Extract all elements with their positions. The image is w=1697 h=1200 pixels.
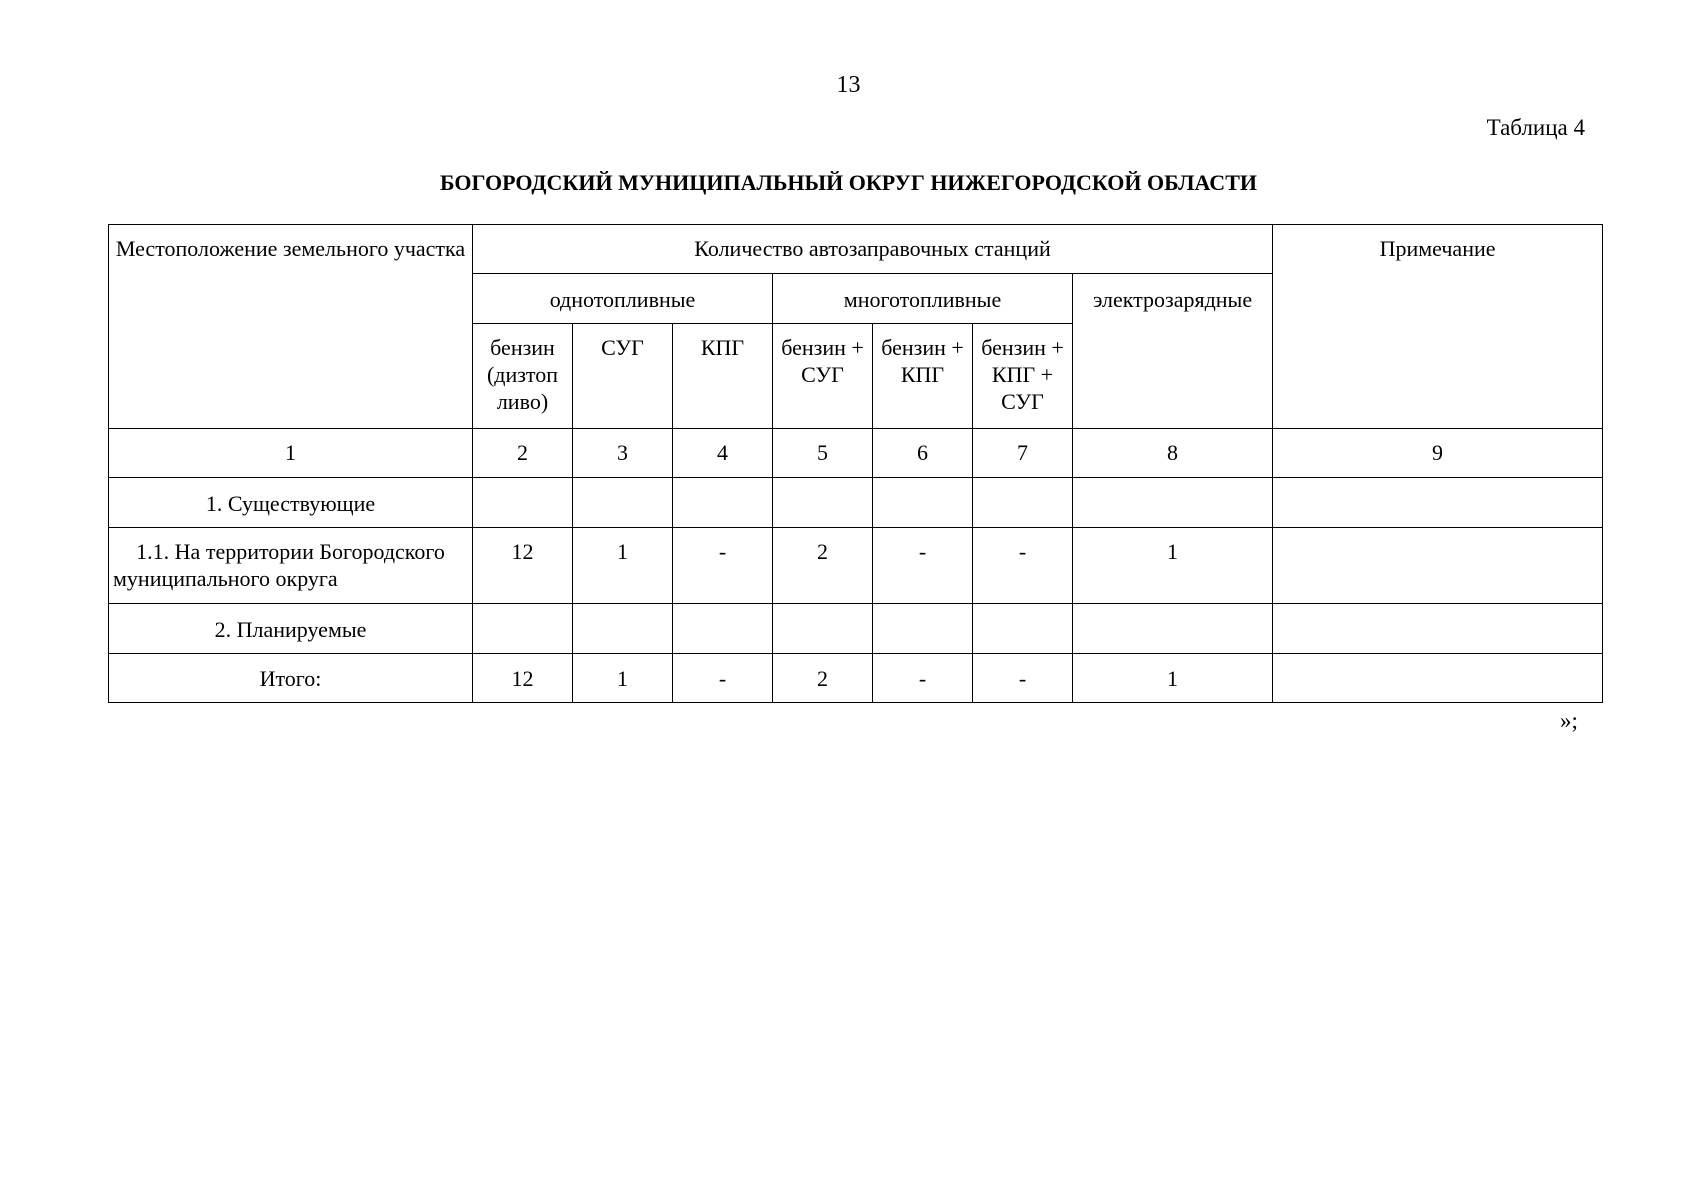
header-petrol-cng-lpg: бензин + КПГ + СУГ	[973, 324, 1073, 429]
column-number: 8	[1073, 429, 1273, 478]
table-row	[109, 528, 1603, 604]
table-cell	[573, 604, 673, 654]
table-cell	[473, 478, 573, 528]
document-title: БОГОРОДСКИЙ МУНИЦИПАЛЬНЫЙ ОКРУГ НИЖЕГОРОДСКОЙ ОБЛАСТИ	[440, 170, 1257, 195]
header-single-fuel: однотопливные	[473, 274, 773, 324]
table-label: Таблица 4	[1486, 115, 1585, 140]
table-row	[109, 604, 1603, 654]
table-cell: -	[973, 528, 1073, 604]
table-cell: 2	[773, 528, 873, 604]
table-cell: -	[873, 528, 973, 604]
table-cell: 1	[1073, 654, 1273, 703]
table-row	[109, 478, 1603, 528]
table-cell	[673, 478, 773, 528]
table-cell	[1273, 654, 1603, 703]
table-cell: 12	[473, 528, 573, 604]
table-cell: 1	[573, 528, 673, 604]
column-number: 5	[773, 429, 873, 478]
gas-stations-table	[108, 224, 1603, 703]
table-cell	[573, 478, 673, 528]
column-number: 1	[109, 429, 473, 478]
header-location: Местоположение земельного участка	[109, 225, 473, 429]
header-cng: КПГ	[673, 324, 773, 429]
table-cell: 2	[773, 654, 873, 703]
row-label: 1.1. На территории Богородского муниципального округа	[109, 528, 473, 604]
table-cell	[873, 478, 973, 528]
table-cell	[1273, 528, 1603, 604]
header-station-count: Количество автозаправочных станций	[473, 225, 1273, 274]
table-cell	[973, 604, 1073, 654]
header-petrol-lpg: бензин + СУГ	[773, 324, 873, 429]
header-lpg: СУГ	[573, 324, 673, 429]
header-electric: электрозарядные	[1073, 274, 1273, 429]
table-cell: 12	[473, 654, 573, 703]
table-cell: -	[673, 528, 773, 604]
column-numbers-row	[109, 429, 1603, 478]
table-cell	[873, 604, 973, 654]
table-cell	[1273, 604, 1603, 654]
closing-quote-mark: »;	[1560, 708, 1578, 733]
table-cell: -	[973, 654, 1073, 703]
column-number: 3	[573, 429, 673, 478]
table-cell	[773, 478, 873, 528]
header-petrol-diesel: бензин (дизтоп ливо)	[473, 324, 573, 429]
table-cell: 1	[573, 654, 673, 703]
page-number: 13	[836, 72, 861, 98]
table-cell	[1073, 478, 1273, 528]
row-label: 1. Существующие	[109, 478, 473, 528]
column-number: 9	[1273, 429, 1603, 478]
table-cell	[773, 604, 873, 654]
column-number: 4	[673, 429, 773, 478]
table-cell: 1	[1073, 528, 1273, 604]
header-petrol-cng: бензин + КПГ	[873, 324, 973, 429]
table-cell	[673, 604, 773, 654]
header-note: Примечание	[1273, 225, 1603, 429]
table-cell	[473, 604, 573, 654]
table-row-total	[109, 654, 1603, 703]
header-multi-fuel: многотопливные	[773, 274, 1073, 324]
column-number: 7	[973, 429, 1073, 478]
table-cell: -	[873, 654, 973, 703]
table-cell	[1073, 604, 1273, 654]
column-number: 6	[873, 429, 973, 478]
column-number: 2	[473, 429, 573, 478]
table-cell: -	[673, 654, 773, 703]
table-cell	[973, 478, 1073, 528]
row-label: 2. Планируемые	[109, 604, 473, 654]
row-label: Итого:	[109, 654, 473, 703]
table-cell	[1273, 478, 1603, 528]
